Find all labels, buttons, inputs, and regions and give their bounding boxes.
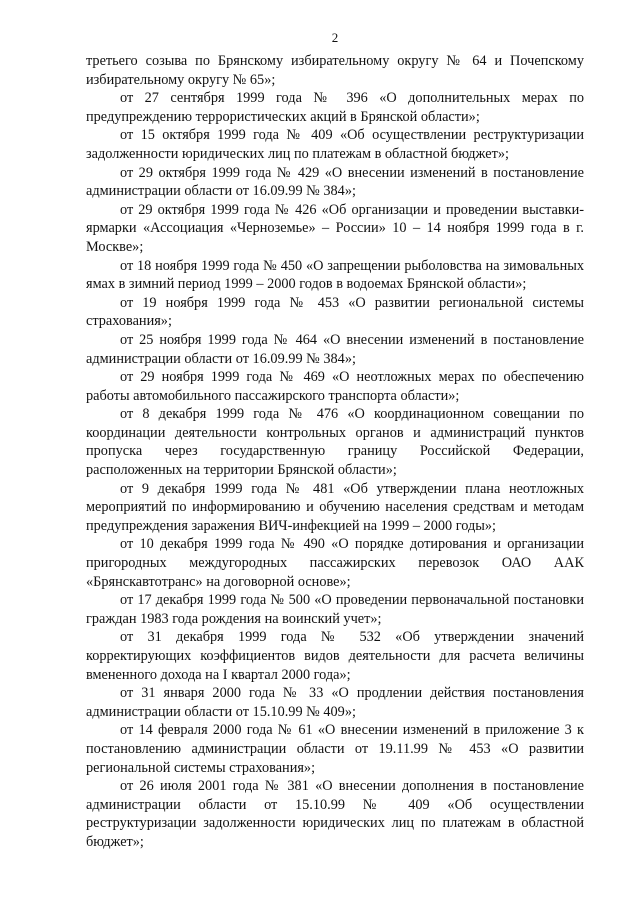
- continuation-paragraph: третьего созыва по Брянскому избирательному округу № 64 и Почепскому избирательному округу № 65»;: [86, 53, 584, 88]
- list-item: от 25 ноября 1999 года № 464 «О внесении изменений в постановление администрации области от 16.09.99 № 384»;: [86, 331, 584, 367]
- list-item: от 29 ноября 1999 года № 469 «О неотложных мерах по обеспечению работы автомобильного пассажирского транспорта области»;: [86, 369, 584, 404]
- list-item: от 27 сентября 1999 года № 396 «О дополнительных мерах по предупреждению террористических акций в Брянской области»;: [86, 90, 584, 125]
- list-item: от 10 декабря 1999 года № 490 «О порядке дотирования и организации пригородных междугородных пассажирских перевозок ОАО ААК «Брянскавтотранс» на договорной основе»;: [86, 536, 584, 590]
- list-item: от 29 октября 1999 года № 426 «Об организации и проведении выставки-ярмарки «Ассоциация «Черноземье» – России» 10 – 14 ноября 1999 года в г. Москве»;: [86, 201, 584, 255]
- list-item: от 18 ноября 1999 года № 450 «О запрещении рыболовства на зимовальных ямах в зимний период 1999 – 2000 годов в водоемах Брянской области»;: [86, 257, 584, 293]
- list-item: от 14 февраля 2000 года № 61 «О внесении изменений в приложение 3 к постановлению администрации области от 19.11.99 № 453 «О развитии региональной системы страхования»;: [86, 722, 584, 776]
- list-item: от 31 января 2000 года № 33 «О продлении действия постановления администрации области от 15.10.99 № 409»;: [86, 685, 584, 720]
- list-item: от 8 декабря 1999 года № 476 «О координационном совещании по координации деятельности контрольных органов и администраций пунктов пропуска через государственную границу Российской Федерации, расположенных на территории Брянской области»;: [86, 406, 584, 479]
- list-item: от 19 ноября 1999 года № 453 «О развитии региональной системы страхования»;: [86, 294, 584, 330]
- list-item: от 15 октября 1999 года № 409 «Об осуществлении реструктуризации задолженности юридических лиц по платежам в областной бюджет»;: [86, 127, 584, 162]
- list-item: от 26 июля 2001 года № 381 «О внесении дополнения в постановление администрации области от 15.10.99 № 409 «Об осуществлении реструктуризации задолженности юридических лиц по платежам в областной бюджет»;: [86, 778, 584, 850]
- resolution-list: [86, 52, 584, 852]
- list-item: от 29 октября 1999 года № 429 «О внесении изменений в постановление администрации области от 16.09.99 № 384»;: [86, 164, 584, 200]
- list-item: от 17 декабря 1999 года № 500 «О проведении первоначальной постановки граждан 1983 года рождения на воинский учет»;: [86, 592, 584, 627]
- list-item: от 9 декабря 1999 года № 481 «Об утверждении плана неотложных мероприятий по информированию и обучению населения средствам и методам предупреждения заражения ВИЧ-инфекцией на 1999 – 2000 годы»;: [86, 480, 584, 534]
- page-number: 2: [331, 30, 339, 45]
- list-item: от 31 декабря 1999 года № 532 «Об утверждении значений корректирующих коэффициентов видов деятельности для расчета величины вмененного дохода на I квартал 2000 года»;: [86, 629, 584, 683]
